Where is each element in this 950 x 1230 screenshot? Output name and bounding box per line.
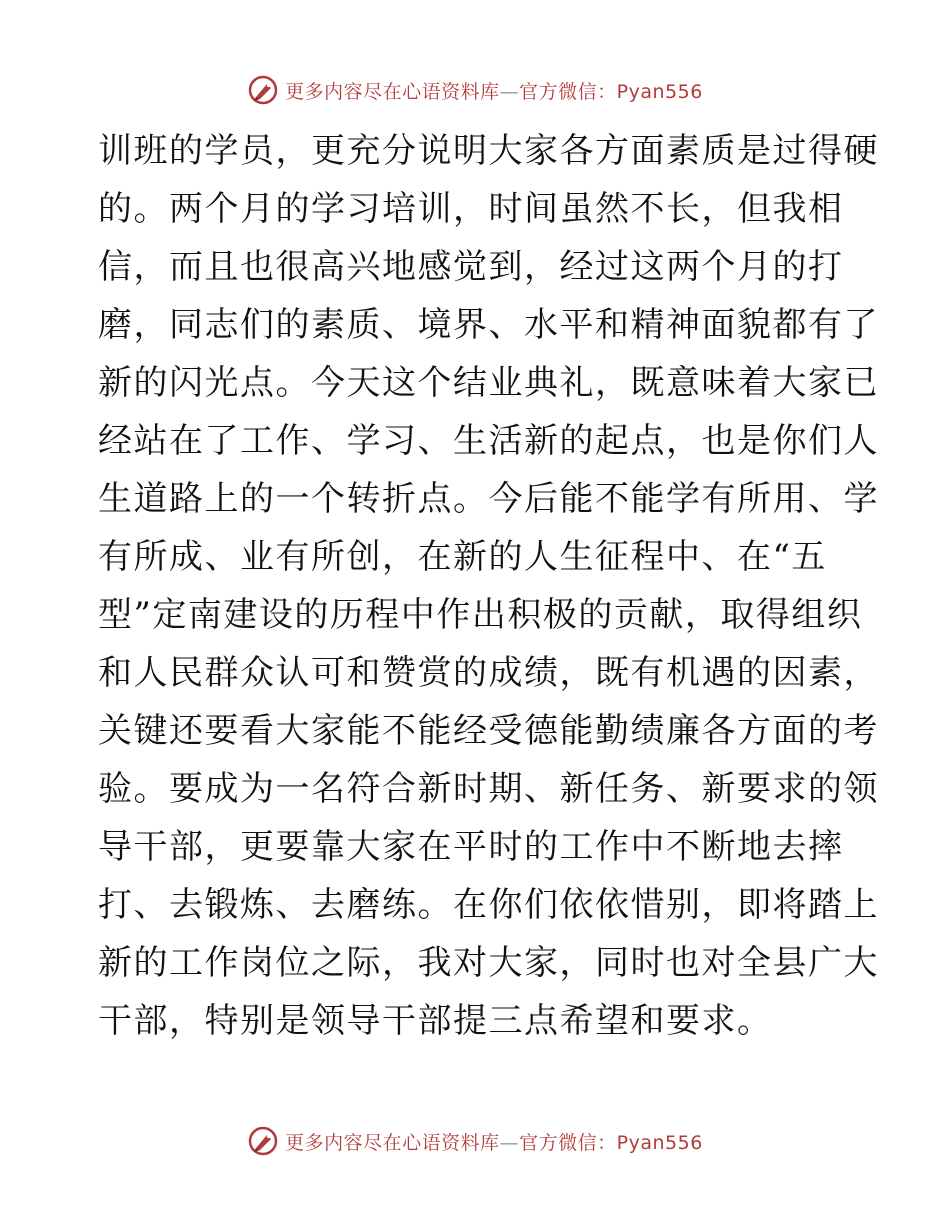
body-line: 打、去锻炼、去磨练。在你们依依惜别，即将踏上 xyxy=(98,885,879,925)
pen-logo-icon xyxy=(247,74,279,106)
footer-title: 更多内容尽在心语资料库 xyxy=(285,1131,500,1154)
body-line: 经站在了工作、学习、生活新的起点，也是你们人 xyxy=(98,421,879,461)
body-line: 的。两个月的学习培训，时间虽然不长，但我相 xyxy=(98,189,844,229)
pen-logo-icon xyxy=(247,1125,279,1157)
body-line: 有所成、业有所创，在新的人生征程中、在“五 xyxy=(98,537,827,577)
body-line: 新的工作岗位之际，我对大家，同时也对全县广大 xyxy=(98,943,879,983)
footer-separator: — xyxy=(499,1131,520,1154)
body-line: 磨，同志们的素质、境界、水平和精神面貌都有了 xyxy=(98,305,879,345)
body-line: 型”定南建设的历程中作出积极的贡献，取得组织 xyxy=(98,595,863,635)
footer-wechat: 官方微信：Pyan556 xyxy=(519,1131,703,1154)
body-line: 干部，特别是领导干部提三点希望和要求。 xyxy=(98,1001,773,1041)
footer-text xyxy=(285,1128,703,1155)
body-line: 验。要成为一名符合新时期、新任务、新要求的领 xyxy=(98,769,879,809)
header-title: 更多内容尽在心语资料库 xyxy=(285,80,500,103)
header-banner xyxy=(0,70,950,110)
header-separator: — xyxy=(499,80,520,103)
header-text xyxy=(285,77,703,104)
body-line: 训班的学员，更充分说明大家各方面素质是过得硬 xyxy=(98,131,879,171)
body-line: 导干部，更要靠大家在平时的工作中不断地去摔 xyxy=(98,827,844,867)
body-line: 新的闪光点。今天这个结业典礼，既意味着大家已 xyxy=(98,363,879,403)
body-line: 关键还要看大家能不能经受德能勤绩廉各方面的考 xyxy=(98,711,879,751)
body-line: 生道路上的一个转折点。今后能不能学有所用、学 xyxy=(98,479,879,519)
body-line: 信，而且也很高兴地感觉到，经过这两个月的打 xyxy=(98,247,844,287)
body-line: 和人民群众认可和赞赏的成绩，既有机遇的因素， xyxy=(98,653,879,693)
document-body xyxy=(98,122,879,1050)
header-wechat: 官方微信：Pyan556 xyxy=(519,80,703,103)
footer-banner xyxy=(0,1121,950,1161)
